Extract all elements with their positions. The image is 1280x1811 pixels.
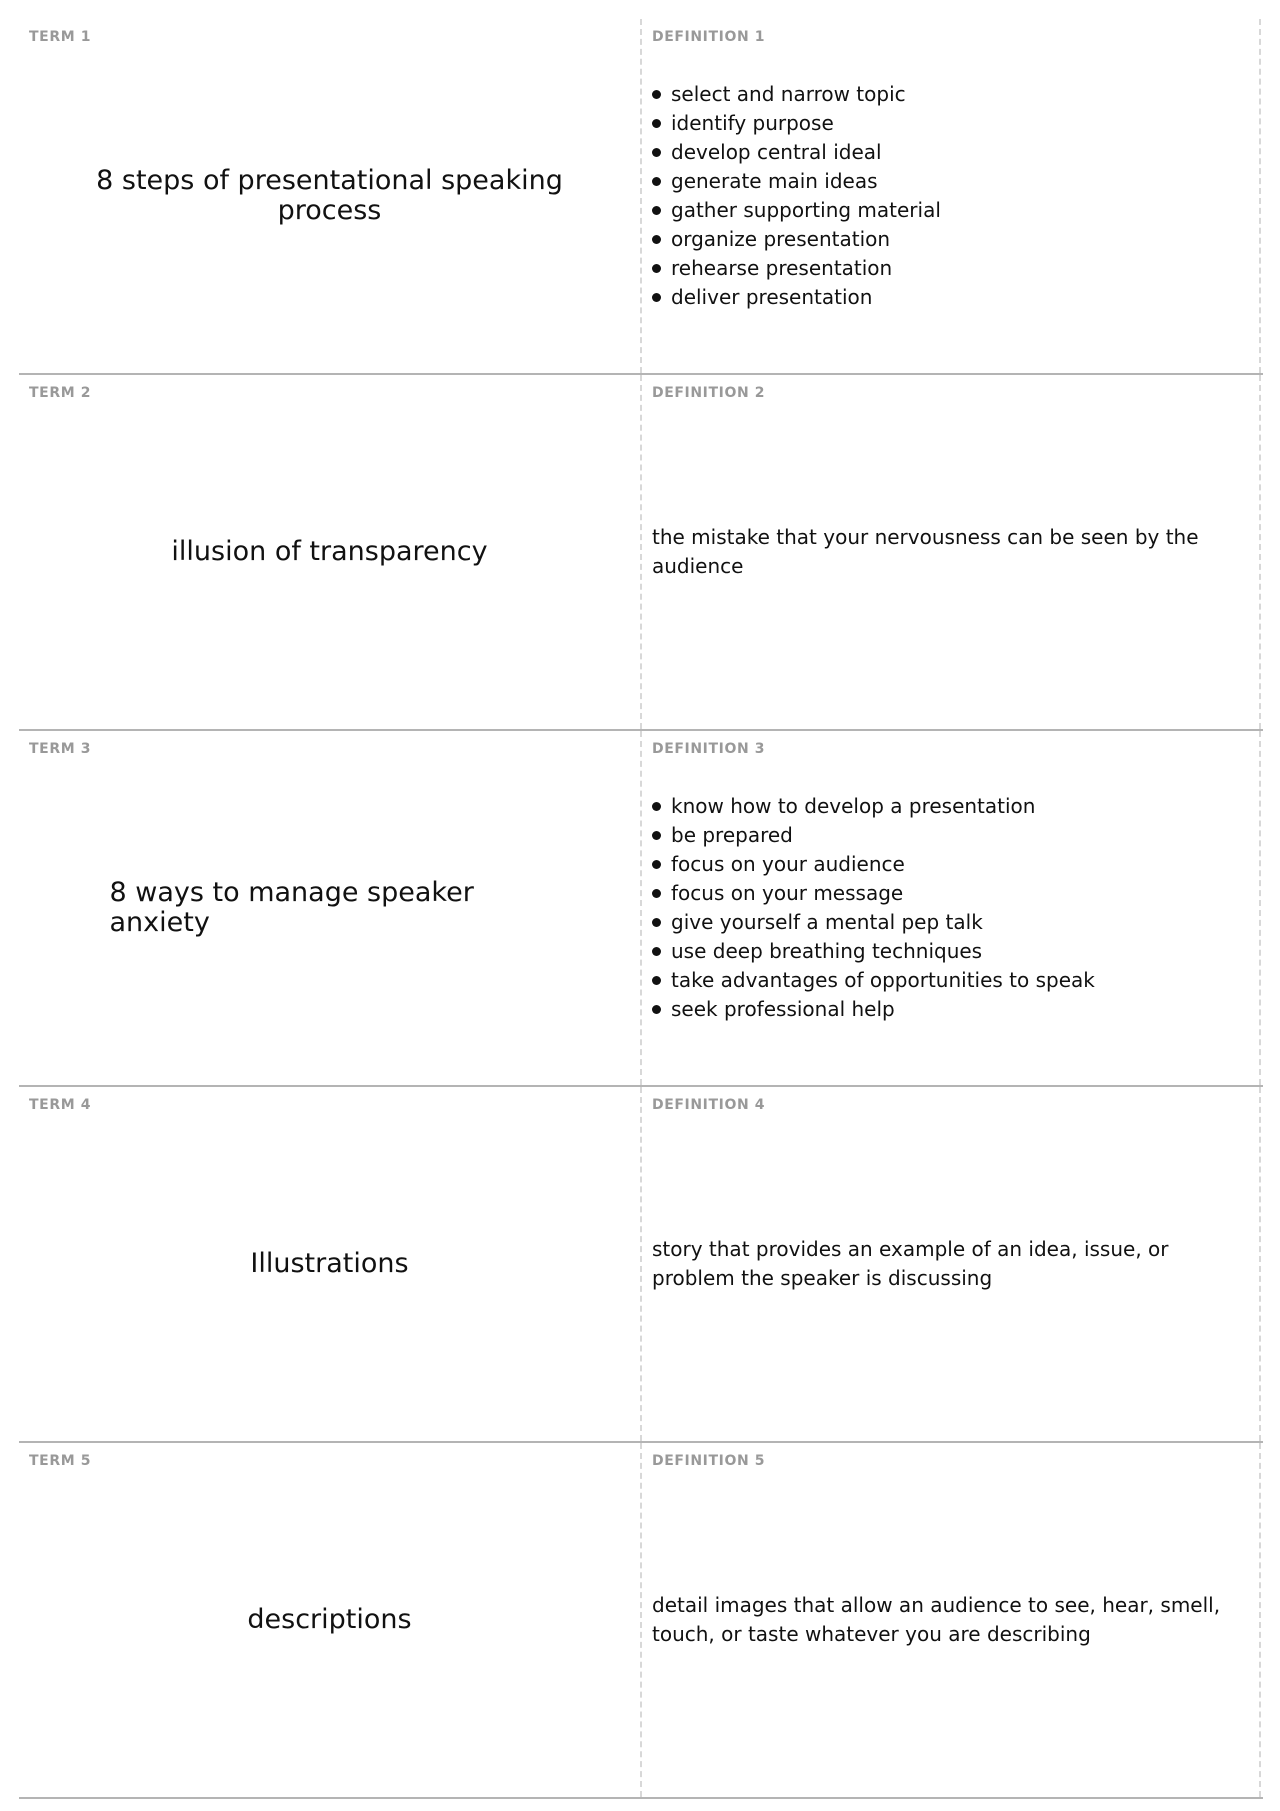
definition-text-4: story that provides an example of an idea, issue, or problem the speaker is discussing bbox=[652, 1237, 1169, 1290]
term-text-4: Illustrations bbox=[250, 1248, 409, 1279]
term-cell-3 bbox=[19, 731, 642, 1085]
definition-list-item: rehearse presentation bbox=[652, 254, 941, 283]
card-row-1 bbox=[19, 19, 1263, 375]
definition-list-item: develop central ideal bbox=[652, 138, 941, 167]
term-label-1: TERM 1 bbox=[29, 29, 92, 45]
term-text-1: 8 steps of presentational speaking process bbox=[96, 165, 563, 226]
term-text-2: illusion of transparency bbox=[171, 536, 488, 567]
term-text-3: 8 ways to manage speaker anxiety bbox=[109, 877, 474, 938]
definition-text-5: detail images that allow an audience to see, hear, smell, touch, or taste whatever you are describing bbox=[652, 1593, 1221, 1646]
card-row-5 bbox=[19, 1443, 1263, 1799]
definition-cell-2 bbox=[642, 375, 1261, 729]
definition-list-item: select and narrow topic bbox=[652, 80, 941, 109]
card-row-2 bbox=[19, 375, 1263, 731]
definition-label-2: DEFINITION 2 bbox=[652, 385, 766, 401]
definition-list-item: give yourself a mental pep talk bbox=[652, 908, 1095, 937]
term-label-3: TERM 3 bbox=[29, 741, 92, 757]
term-text-5: descriptions bbox=[247, 1604, 412, 1635]
definition-label-4: DEFINITION 4 bbox=[652, 1097, 766, 1113]
definition-label-5: DEFINITION 5 bbox=[652, 1453, 766, 1469]
definition-label-1: DEFINITION 1 bbox=[652, 29, 766, 45]
definition-list-item: organize presentation bbox=[652, 225, 941, 254]
definition-list-item: know how to develop a presentation bbox=[652, 792, 1095, 821]
definition-cell-1 bbox=[642, 19, 1261, 373]
term-label-5: TERM 5 bbox=[29, 1453, 92, 1469]
definition-list-item: generate main ideas bbox=[652, 167, 941, 196]
card-row-3 bbox=[19, 731, 1263, 1087]
definition-list-item: focus on your message bbox=[652, 879, 1095, 908]
definition-list-item: gather supporting material bbox=[652, 196, 941, 225]
definition-list-item: be prepared bbox=[652, 821, 1095, 850]
definition-list-1 bbox=[652, 80, 941, 312]
definition-cell-4 bbox=[642, 1087, 1261, 1441]
term-cell-4 bbox=[19, 1087, 642, 1441]
definition-text-2: the mistake that your nervousness can be seen by the audience bbox=[652, 525, 1199, 578]
card-row-4 bbox=[19, 1087, 1263, 1443]
term-cell-2 bbox=[19, 375, 642, 729]
definition-list-item: take advantages of opportunities to speak bbox=[652, 966, 1095, 995]
flashcard-sheet bbox=[19, 19, 1263, 1799]
definition-list-3 bbox=[652, 792, 1095, 1024]
definition-cell-3 bbox=[642, 731, 1261, 1085]
definition-list-item: use deep breathing techniques bbox=[652, 937, 1095, 966]
definition-list-item: deliver presentation bbox=[652, 283, 941, 312]
term-cell-1 bbox=[19, 19, 642, 373]
definition-label-3: DEFINITION 3 bbox=[652, 741, 766, 757]
definition-list-item: seek professional help bbox=[652, 995, 1095, 1024]
definition-list-item: identify purpose bbox=[652, 109, 941, 138]
term-cell-5 bbox=[19, 1443, 642, 1797]
term-label-4: TERM 4 bbox=[29, 1097, 92, 1113]
definition-list-item: focus on your audience bbox=[652, 850, 1095, 879]
term-label-2: TERM 2 bbox=[29, 385, 92, 401]
definition-cell-5 bbox=[642, 1443, 1261, 1797]
